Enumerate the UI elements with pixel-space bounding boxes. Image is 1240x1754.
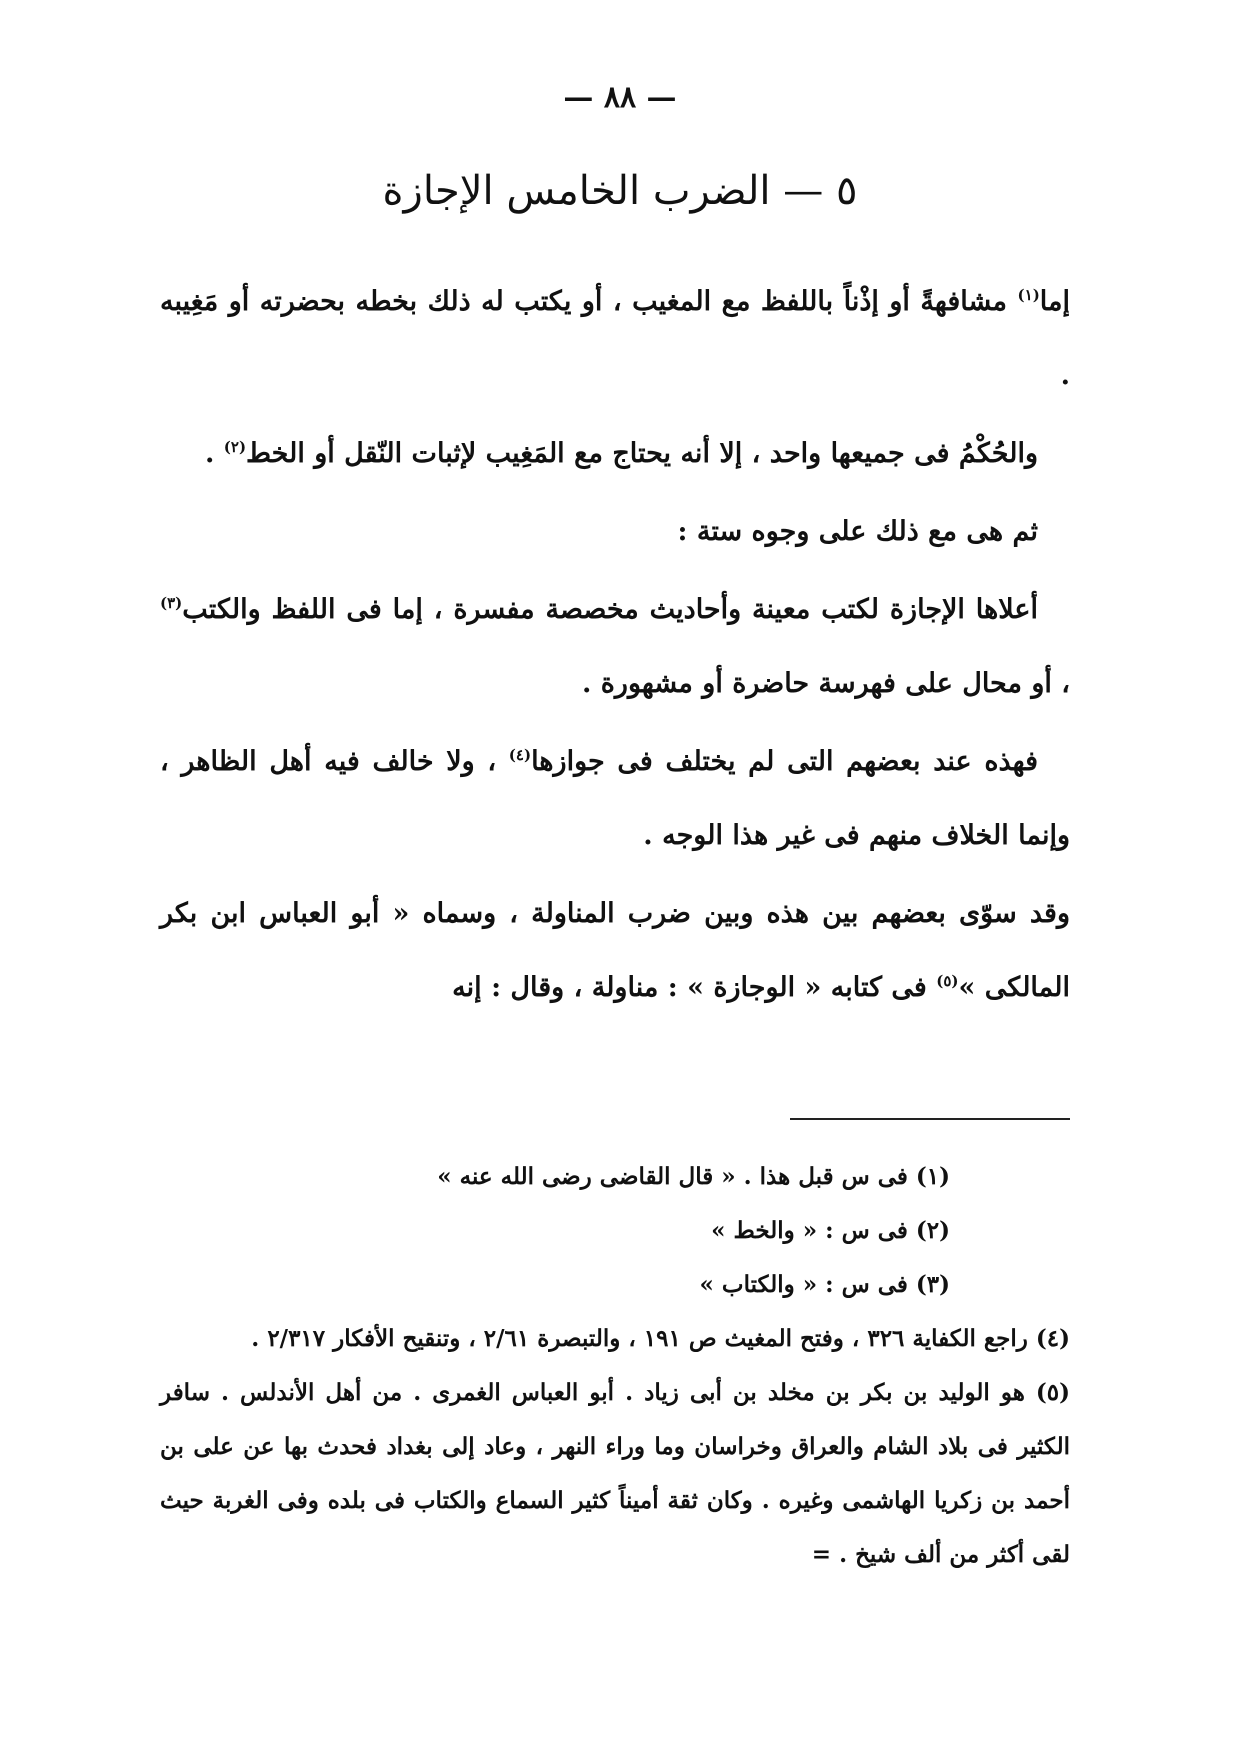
footnote: (٥) هو الوليد بن بكر بن مخلد بن أبى زياد . أبو العباس الغمرى . من أهل الأندلس . سافر الكثير فى بلاد الشام والعراق وخراسان وما وراء النهر ، وعاد إلى بغداد فحدث بها عن على بن أحمد بن زكريا الهاشمى وغيره . وكان ثقة أميناً كثير السماع والكتاب فى بلده وفى الغربة حيث لقى أكثر من ألف شيخ . = [160,1379,1070,1568]
footnote-marker: (٤) [508,746,532,764]
paragraph: إما$^{(١)}$ مشافهةً أو إذْناً باللفظ مع المغيب ، أو يكتب له ذلك بخطه بحضرته أو مَغِيبه . [160,286,1070,391]
paragraph: ثم هى مع ذلك على وجوه ستة : [677,516,1038,547]
footnote: (١) فى س قبل هذا . « قال القاضى رضى الله عنه » [437,1163,950,1190]
footnote-marker: (٥) [936,972,959,990]
footnotes [160,1150,1070,1582]
section-heading: ٥ — الضرب الخامس الإجازة [382,168,858,214]
page-number: — ٨٨ — [563,80,677,115]
main-text [160,265,1070,1029]
paragraph: أعلاها الإجازة لكتب معينة وأحاديث مخصصة مفسرة ، إما فى اللفظ والكتب$^{(٣)}$ ، أو محال على فهرسة حاضرة أو مشهورة . [160,594,1070,699]
footnote-marker: (٢) [223,438,247,456]
paragraph: فهذه عند بعضهم التى لم يختلف فى جوازها$^{(٤)}$ ، ولا خالف فيه أهل الظاهر ، وإنما الخلاف منهم فى غير هذا الوجه . [160,746,1070,851]
footnote: (٢) فى س : « والخط » [711,1217,950,1244]
footnote-marker: (٣) [160,594,183,612]
footnote-marker: (١) [1017,286,1040,304]
footnote-divider [790,1118,1070,1120]
paragraph: والحُكْمُ فى جميعها واحد ، إلا أنه يحتاج مع المَغِيب لإثبات النّقل أو الخط$^{(٢)}$ . [204,438,1038,469]
paragraph: وقد سوّى بعضهم بين هذه وبين ضرب المناولة ، وسماه « أبو العباس ابن بكر المالكى »$^{(٥)}$ فى كتابه « الوجازة » : مناولة ، وقال : إنه [160,898,1070,1003]
footnote: (٣) فى س : « والكتاب » [699,1271,950,1298]
footnote: (٤) راجع الكفاية ٣٢٦ ، وفتح المغيث ص ١٩١ ، والتبصرة ٢/٦١ ، وتنقيح الأفكار ٢/٣١٧ . [251,1325,1070,1352]
